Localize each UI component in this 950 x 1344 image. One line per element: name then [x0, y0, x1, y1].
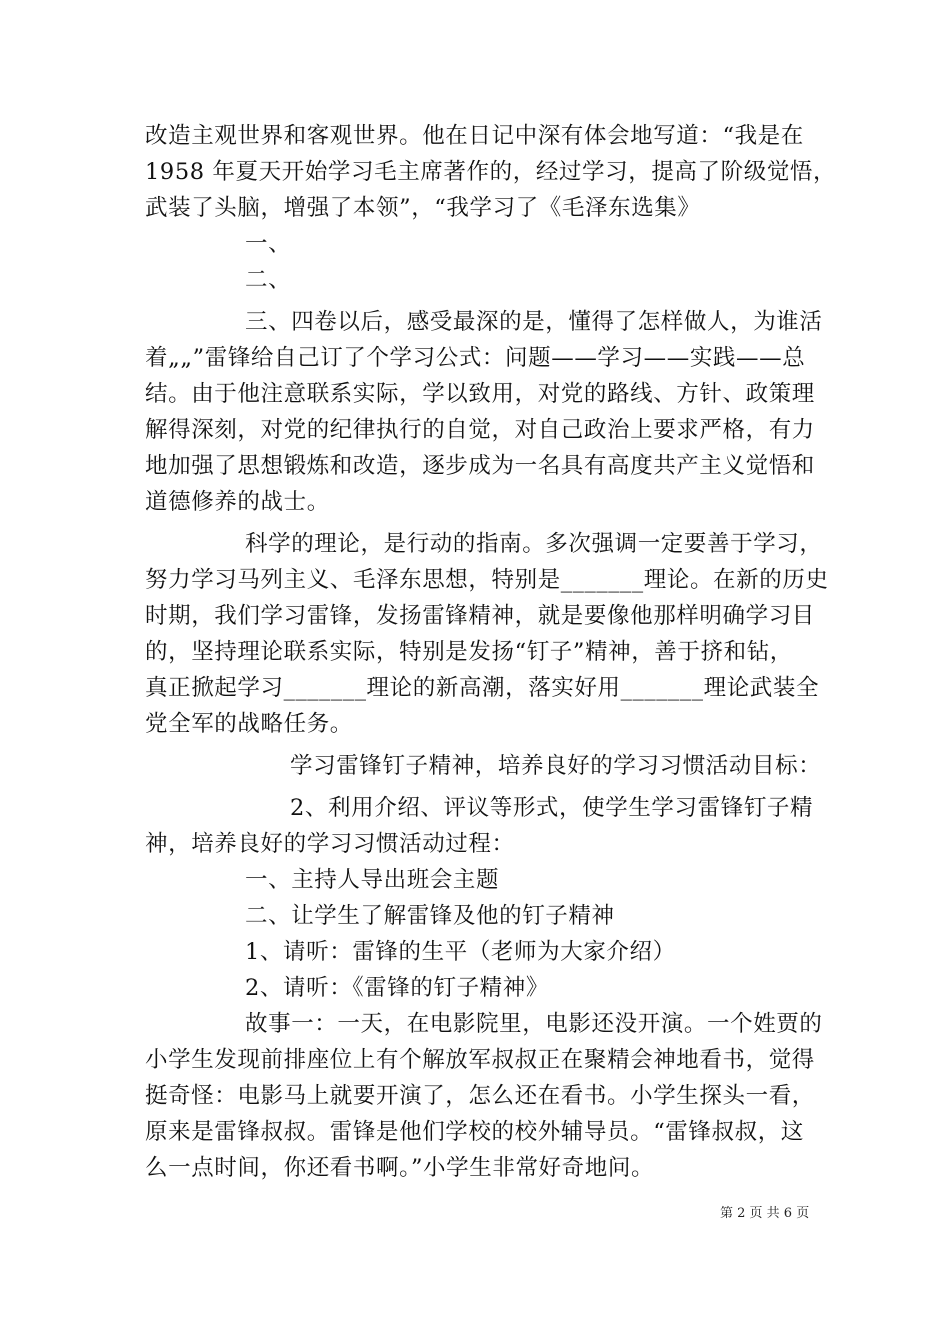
- text-line: 党全军的战略任务。: [145, 711, 353, 737]
- text-line: 挺奇怪：电影马上就要开演了，怎么还在看书。小学生探头一看，: [145, 1083, 815, 1109]
- page-number-footer: 第 2 页 共 6 页: [720, 1206, 810, 1221]
- text-line: 的，坚持理论联系实际，特别是发扬“钉子”精神，善于挤和钻，: [145, 639, 793, 665]
- text-line: 小学生发现前排座位上有个解放军叔叔正在聚精会神地看书，觉得: [145, 1047, 815, 1073]
- text-line: 结。由于他注意联系实际，学以致用，对党的路线、方针、政策理: [145, 381, 815, 407]
- text-line: 么一点时间，你还看书啊。”小学生非常好奇地问。: [145, 1155, 655, 1181]
- text-line: 改造主观世界和客观世界。他在日记中深有体会地写道：“我是在: [145, 123, 804, 149]
- text-line: 原来是雷锋叔叔。雷锋是他们学校的校外辅导员。“雷锋叔叔，这: [145, 1119, 804, 1145]
- text-line: 道德修养的战士。: [145, 489, 330, 515]
- text-line: 1、请听：雷锋的生平（老师为大家介绍）: [245, 939, 676, 965]
- text-line: 科学的理论，是行动的指南。多次强调一定要善于学习，: [245, 531, 823, 557]
- text-line: 故事一：一天，在电影院里，电影还没开演。一个姓贾的: [245, 1011, 823, 1037]
- text-line: 二、: [245, 267, 292, 293]
- text-line: 1958 年夏天开始学习毛主席著作的，经过学习，提高了阶级觉悟，: [145, 159, 837, 185]
- text-line: 2、利用介绍、评议等形式，使学生学习雷锋钉子精: [290, 795, 814, 821]
- text-line: 2、请听：《雷锋的钉子精神》: [245, 975, 549, 1001]
- text-line: 解得深刻，对党的纪律执行的自觉，对自己政治上要求严格，有力: [145, 417, 815, 443]
- text-line: 地加强了思想锻炼和改造，逐步成为一名具有高度共产主义觉悟和: [145, 453, 815, 479]
- text-line: 学习雷锋钉子精神，培养良好的学习习惯活动目标：: [290, 753, 822, 779]
- text-line: 神，培养良好的学习习惯活动过程：: [145, 831, 515, 857]
- text-line: 努力学习马列主义、毛泽东思想，特别是_______理论。在新的历史: [145, 567, 829, 593]
- text-line: 武装了头脑，增强了本领”，“我学习了《毛泽东选集》: [145, 195, 701, 221]
- text-line: 真正掀起学习_______理论的新高潮，落实好用_______理论武装全: [145, 675, 820, 701]
- text-line: 二、让学生了解雷锋及他的钉子精神: [245, 903, 615, 929]
- text-line: 三、四卷以后，感受最深的是，懂得了怎样做人，为谁活: [245, 309, 823, 335]
- text-line: 一、: [245, 231, 292, 257]
- text-line: 时期，我们学习雷锋，发扬雷锋精神，就是要像他那样明确学习目: [145, 603, 815, 629]
- text-line: 着„„”雷锋给自己订了个学习公式：问题——学习——实践——总: [145, 345, 806, 371]
- text-line: 一、主持人导出班会主题: [245, 867, 500, 893]
